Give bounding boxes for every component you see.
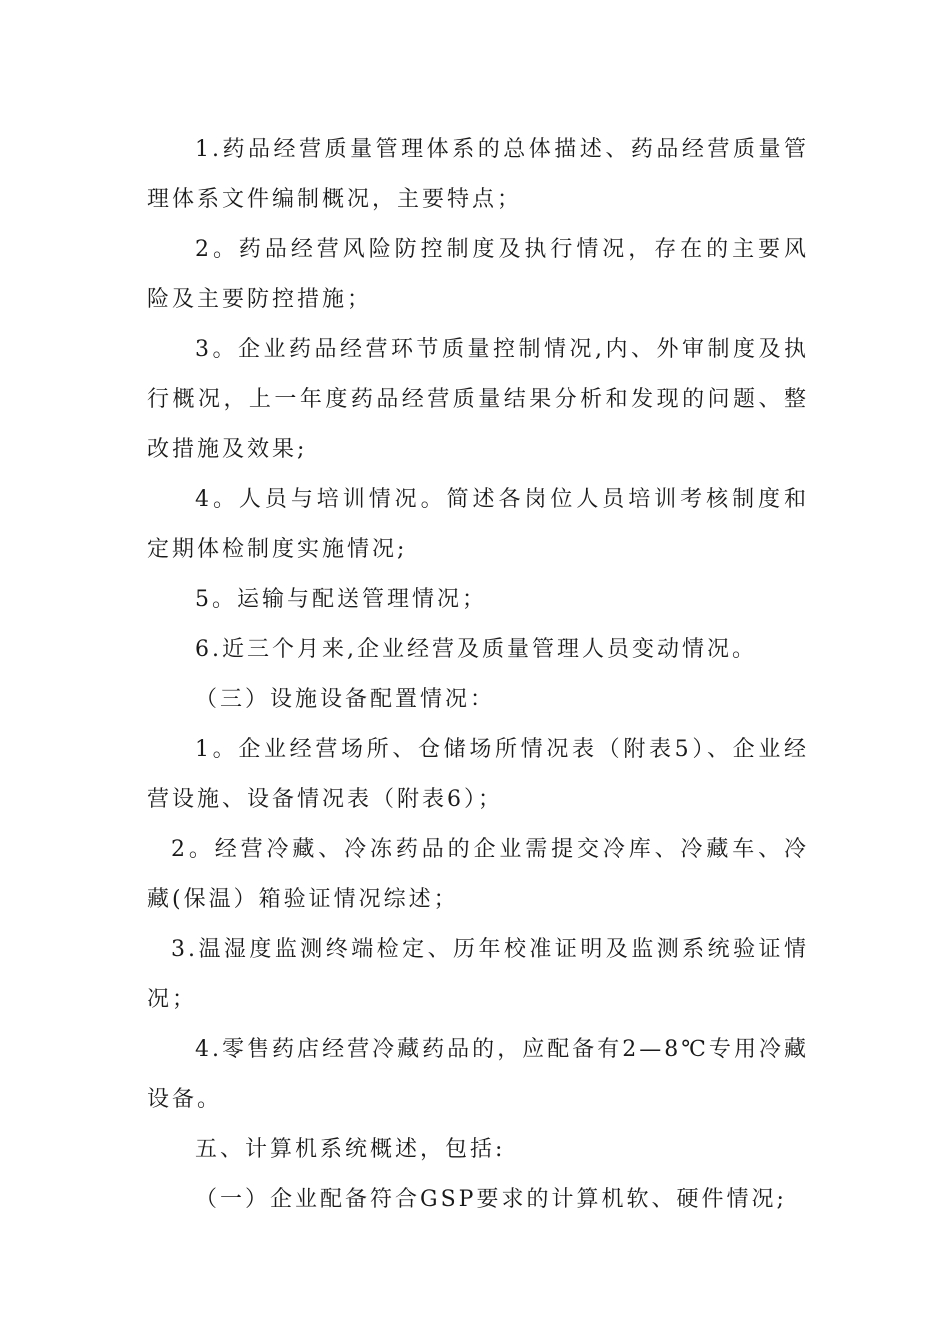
paragraph-quality-system: 1.药品经营质量管理体系的总体描述、药品经营质量管理体系文件编制概况，主要特点； <box>147 137 809 212</box>
paragraph-temperature-monitoring: 3.温湿度监测终端检定、历年校准证明及监测系统验证情况； <box>147 937 809 1012</box>
section-heading-facilities: （三）设施设备配置情况： <box>195 687 496 712</box>
paragraph-quality-control: 3。企业药品经营环节质量控制情况,内、外审制度及执行概况，上一年度药品经营质量结果分析和发现的问题、整改措施及效果; <box>147 337 809 462</box>
paragraph-personnel-training: 4。人员与培训情况。简述各岗位人员培训考核制度和定期体检制度实施情况; <box>147 487 809 562</box>
paragraph-risk-control: 2。药品经营风险防控制度及执行情况，存在的主要风险及主要防控措施； <box>147 237 809 312</box>
paragraph-transport: 5。运输与配送管理情况； <box>195 587 487 612</box>
paragraph-gsp-hardware: （一）企业配备符合GSP要求的计算机软、硬件情况; <box>195 1187 787 1212</box>
paragraph-staff-changes: 6.近三个月来,企业经营及质量管理人员变动情况。 <box>195 637 757 662</box>
paragraph-cold-storage: 2。经营冷藏、冷冻药品的企业需提交冷库、冷藏车、冷藏(保温）箱验证情况综述； <box>147 837 809 912</box>
section-heading-computer-system: 五、计算机系统概述，包括: <box>195 1137 506 1162</box>
paragraph-premises-table: 1。企业经营场所、仓储场所情况表（附表5）、企业经营设施、设备情况表（附表6）； <box>147 737 809 812</box>
paragraph-retail-cold-chain: 4.零售药店经营冷藏药品的，应配备有2—8℃专用冷藏设备。 <box>147 1037 809 1112</box>
